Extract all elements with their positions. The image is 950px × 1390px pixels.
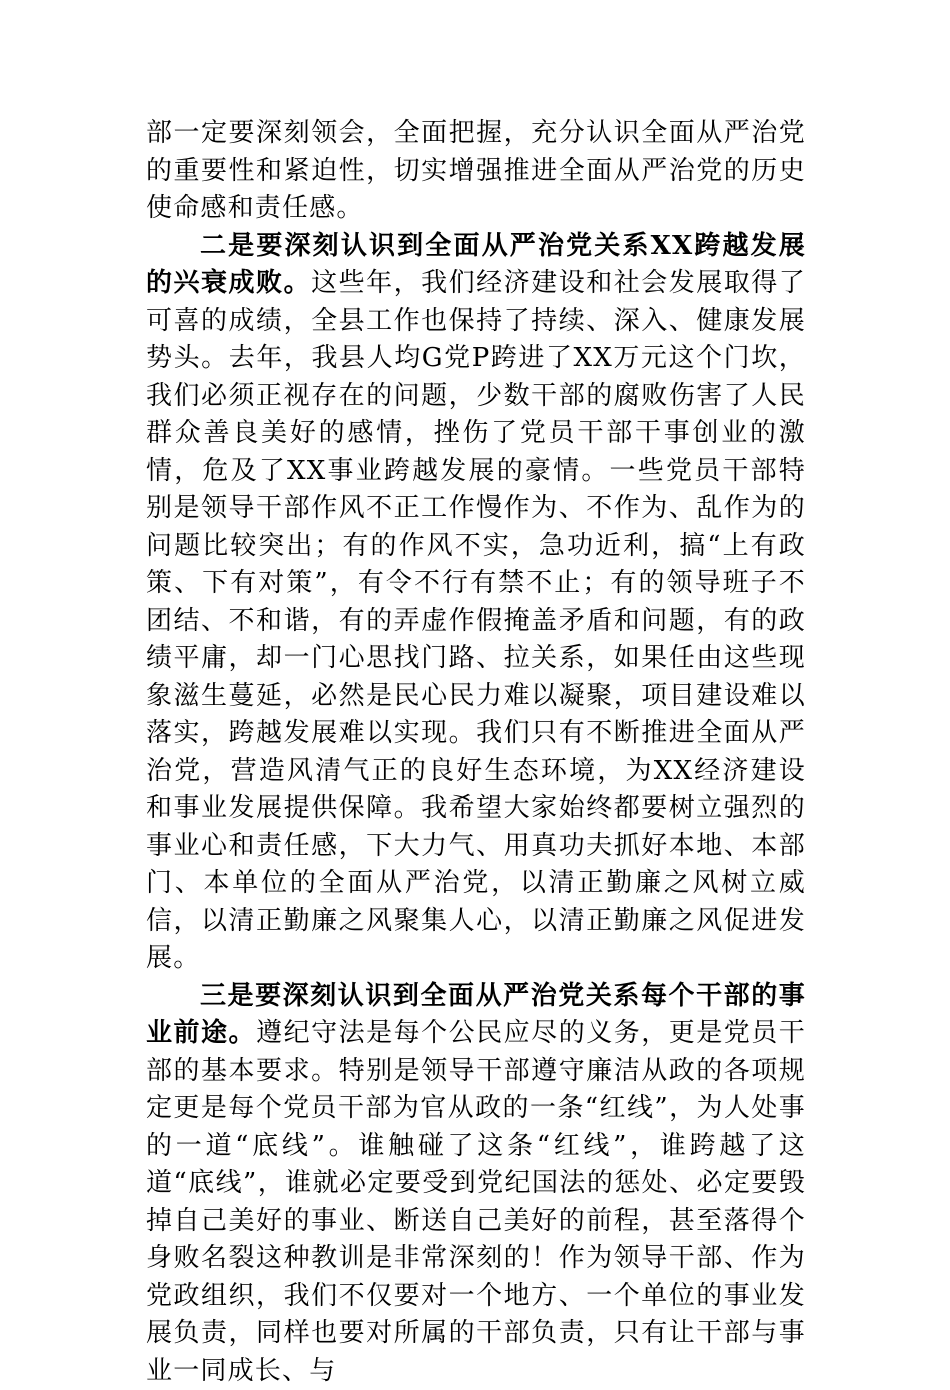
paragraph-body-text: 遵纪守法是每个公民应尽的义务，更是党员干部的基本要求。特别是领导干部遵守廉洁从政的各项规定更是每个党员干部为官从政的一条“红线”，为人处事的一道“底线”。谁触碰了这条“红线”，谁跨越了这道“底线”，谁就必定要受到党纪国法的惩处、必定要毁掉自己美好的事业、断送自己美好的前程，甚至落得个身败名裂这种教训是非常深刻的！作为领导干部、作为党政组织，我们不仅要对一个地方、一个单位的事业发展负责，同样也要对所属的干部负责，只有让干部与事业一同成长、与 — [146, 1018, 806, 1386]
document-body — [146, 115, 806, 1390]
paragraph-body-text: 这些年，我们经济建设和社会发展取得了可喜的成绩，全县工作也保持了持续、深入、健康发展势头。去年，我县人均G党P跨进了XX万元这个门坎，我们必须正视存在的问题，少数干部的腐败伤害了人民群众善良美好的感情，挫伤了党员干部干事创业的激情，危及了XX事业跨越发展的豪情。一些党员干部特别是领导干部作风不正工作慢作为、不作为、乱作为的问题比较突出；有的作风不实，急功近利，搞“上有政策、下有对策”，有令不行有禁不止；有的领导班子不团结、不和谐，有的弄虚作假掩盖矛盾和问题，有的政绩平庸，却一门心思找门路、拉关系，如果任由这些现象滋生蔓延，必然是民心民力难以凝聚，项目建设难以落实，跨越发展难以实现。我们只有不断推进全面从严治党，营造风清气正的良好生态环境，为XX经济建设和事业发展提供保障。我希望大家始终都要树立强烈的事业心和责任感，下大力气、用真功夫抓好本地、本部门、本单位的全面从严治党，以清正勤廉之风树立威信，以清正勤廉之风聚集人心，以清正勤廉之风促进发展。 — [146, 268, 806, 973]
paragraph-point-three — [146, 978, 806, 1390]
paragraph-body-text: 部一定要深刻领会，全面把握，充分认识全面从严治党的重要性和紧迫性，切实增强推进全面从严治党的历史使命感和责任感。 — [146, 118, 806, 223]
paragraph-heading: 二是要深刻认识到全面从严治党关系XX跨越发展的兴衰成败。 — [146, 231, 806, 299]
paragraph-point-two — [146, 228, 806, 978]
paragraph-heading: 三是要深刻认识到全面从严治党关系每个干部的事业前途。 — [146, 981, 806, 1049]
paragraph-continuation — [146, 115, 806, 228]
